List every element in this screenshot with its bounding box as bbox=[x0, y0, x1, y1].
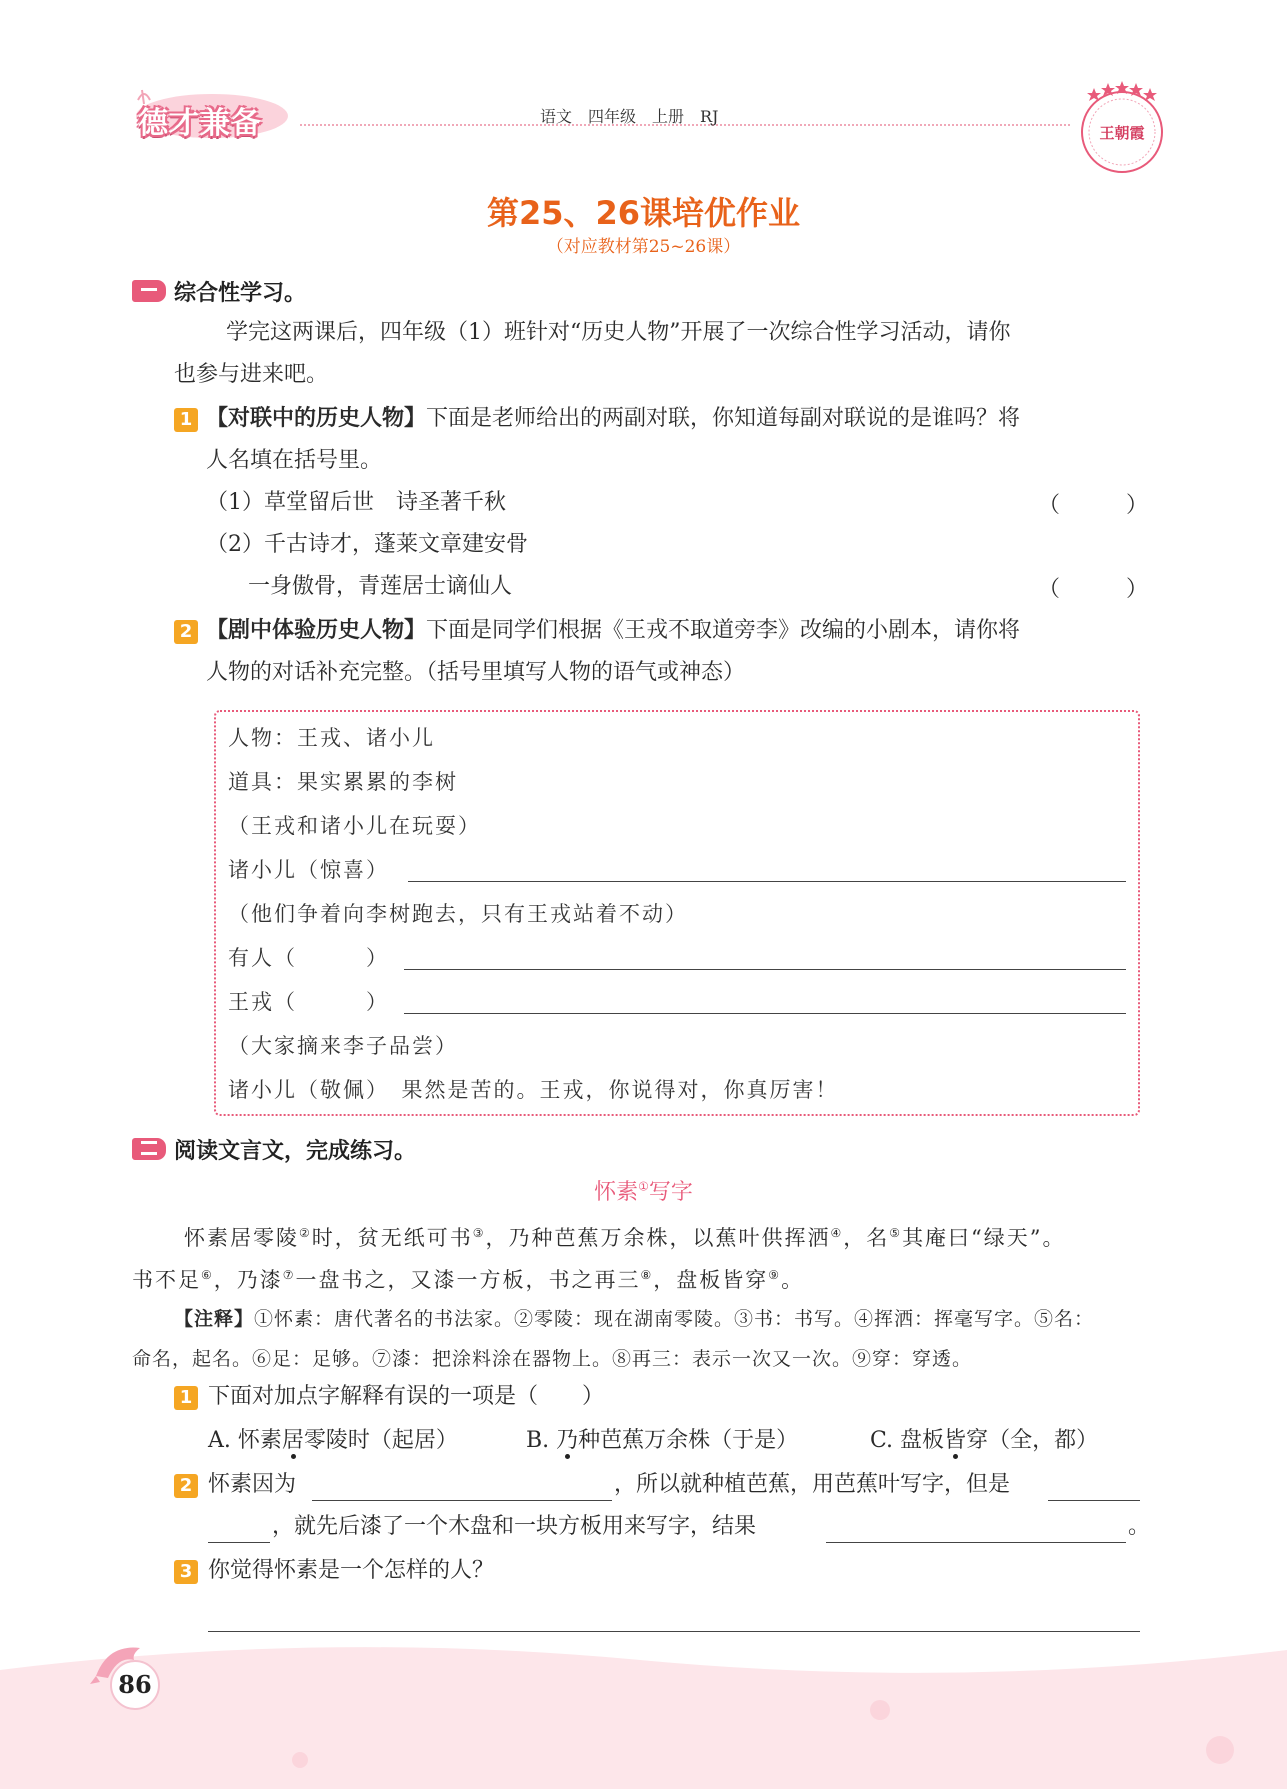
annotations: 【注释】①怀素：唐代著名的书法家。②零陵：现在湖南零陵。③书：书写。④挥洒：挥毫写字。⑤名： bbox=[174, 1308, 1095, 1330]
option-c: C. 盘板皆穿（全，都） bbox=[870, 1428, 1099, 1453]
author-seal bbox=[1072, 78, 1172, 178]
question-text: 你觉得怀素是一个怎样的人？ bbox=[208, 1558, 495, 1583]
question-text: 怀素因为 bbox=[208, 1472, 297, 1497]
question-text-cont: 人名填在括号里。 bbox=[206, 448, 383, 473]
couplet-1: （1）草堂留后世 诗圣著千秋 bbox=[206, 490, 506, 515]
script-characters: 人物：王戎、诸小儿 bbox=[228, 726, 435, 750]
answer-paren-open: （ bbox=[1038, 493, 1061, 518]
page-subtitle: （对应教材第25~26课） bbox=[546, 237, 741, 257]
answer-paren-close: ） bbox=[1126, 577, 1149, 602]
question-number: 1 bbox=[174, 408, 198, 432]
script-speaker: 诸小儿（惊喜） bbox=[228, 858, 389, 882]
passage-line-2: 书不足⑥，乃漆⑦一盘书之，又漆一方板，书之再三⑧，盘板皆穿⑨。 bbox=[132, 1268, 805, 1292]
answer-paren-open: （ bbox=[1038, 577, 1061, 602]
annotations-cont: 命名，起名。⑥足：足够。⑦漆：把涂料涂在器物上。⑧再三：表示一次又一次。⑨穿：穿透。 bbox=[132, 1348, 973, 1370]
script-stage-direction: （大家摘来李子品尝） bbox=[228, 1034, 458, 1058]
answer-line[interactable] bbox=[312, 1499, 612, 1501]
answer-line[interactable] bbox=[404, 1012, 1126, 1014]
footer-wave bbox=[0, 1600, 1287, 1789]
section-one-title: 综合性学习。 bbox=[174, 281, 307, 306]
script-speaker: 有人（ bbox=[228, 946, 297, 970]
script-stage-direction: （他们争着向李树跑去，只有王戎站着不动） bbox=[228, 902, 688, 926]
answer-line[interactable] bbox=[404, 968, 1126, 970]
couplet-2-line1: （2）千古诗才，蓬莱文章建安骨 bbox=[206, 532, 528, 557]
answer-line[interactable] bbox=[1048, 1499, 1140, 1501]
page-number: 86 bbox=[110, 1660, 160, 1710]
script-props: 道具：果实累累的李树 bbox=[228, 770, 458, 794]
question-text-end: 。 bbox=[1128, 1514, 1151, 1539]
passage-title: 怀素①写字 bbox=[594, 1179, 693, 1205]
section-two-badge bbox=[132, 1138, 166, 1160]
couplet-2-line2: 一身傲骨，青莲居士谪仙人 bbox=[248, 574, 513, 599]
book-info: 语文 四年级 上册 RJ bbox=[540, 107, 719, 126]
script-paren-close: ） bbox=[366, 990, 389, 1014]
question-number: 2 bbox=[174, 620, 198, 644]
script-stage-direction: （王戎和诸小儿在玩耍） bbox=[228, 814, 481, 838]
option-a: A. 怀素居零陵时（起居） bbox=[208, 1428, 458, 1453]
answer-line[interactable] bbox=[208, 1541, 270, 1543]
script-speaker: 王戎（ bbox=[228, 990, 297, 1014]
page-title: 第25、26课培优作业 bbox=[486, 194, 801, 232]
question-text: ，所以就种植芭蕉，用芭蕉叶写字，但是 bbox=[614, 1472, 1011, 1497]
intro-text: 学完这两课后，四年级（1）班针对“历史人物”开展了一次综合性学习活动，请你 bbox=[226, 320, 1011, 345]
answer-line[interactable] bbox=[408, 880, 1126, 882]
intro-text-cont: 也参与进来吧。 bbox=[174, 362, 329, 387]
question-number: 3 bbox=[174, 1560, 198, 1584]
logo-text: 德才兼备 bbox=[138, 106, 262, 141]
passage-line-1: 怀素居零陵②时，贫无纸可书③，乃种芭蕉万余株，以蕉叶供挥洒④，名⑤其庵曰“绿天”。 bbox=[184, 1226, 1066, 1250]
question-text-cont: ，就先后漆了一个木盘和一块方板用来写字，结果 bbox=[272, 1514, 757, 1539]
answer-paren-close: ） bbox=[1126, 493, 1149, 518]
script-final-line: 诸小儿（敬佩） 果然是苦的。王戎，你说得对，你真厉害！ bbox=[228, 1078, 839, 1102]
question-number: 1 bbox=[174, 1386, 198, 1410]
section-two-title: 阅读文言文，完成练习。 bbox=[174, 1139, 417, 1164]
script-paren-close: ） bbox=[366, 946, 389, 970]
question-text: 下面对加点字解释有误的一项是（ ） bbox=[208, 1384, 605, 1409]
question-text: 【对联中的历史人物】下面是老师给出的两副对联，你知道每副对联说的是谁吗？将 bbox=[206, 406, 1021, 431]
section-one-badge bbox=[132, 280, 166, 302]
option-b: B. 乃种芭蕉万余株（于是） bbox=[526, 1428, 799, 1453]
question-text: 【剧中体验历史人物】下面是同学们根据《王戎不取道旁李》改编的小剧本，请你将 bbox=[206, 618, 1021, 643]
answer-line[interactable] bbox=[826, 1541, 1126, 1543]
svg-text:王朝霞: 王朝霞 bbox=[1099, 124, 1145, 142]
question-text-cont: 人物的对话补充完整。（括号里填写人物的语气或神态） bbox=[206, 660, 746, 685]
question-number: 2 bbox=[174, 1474, 198, 1498]
